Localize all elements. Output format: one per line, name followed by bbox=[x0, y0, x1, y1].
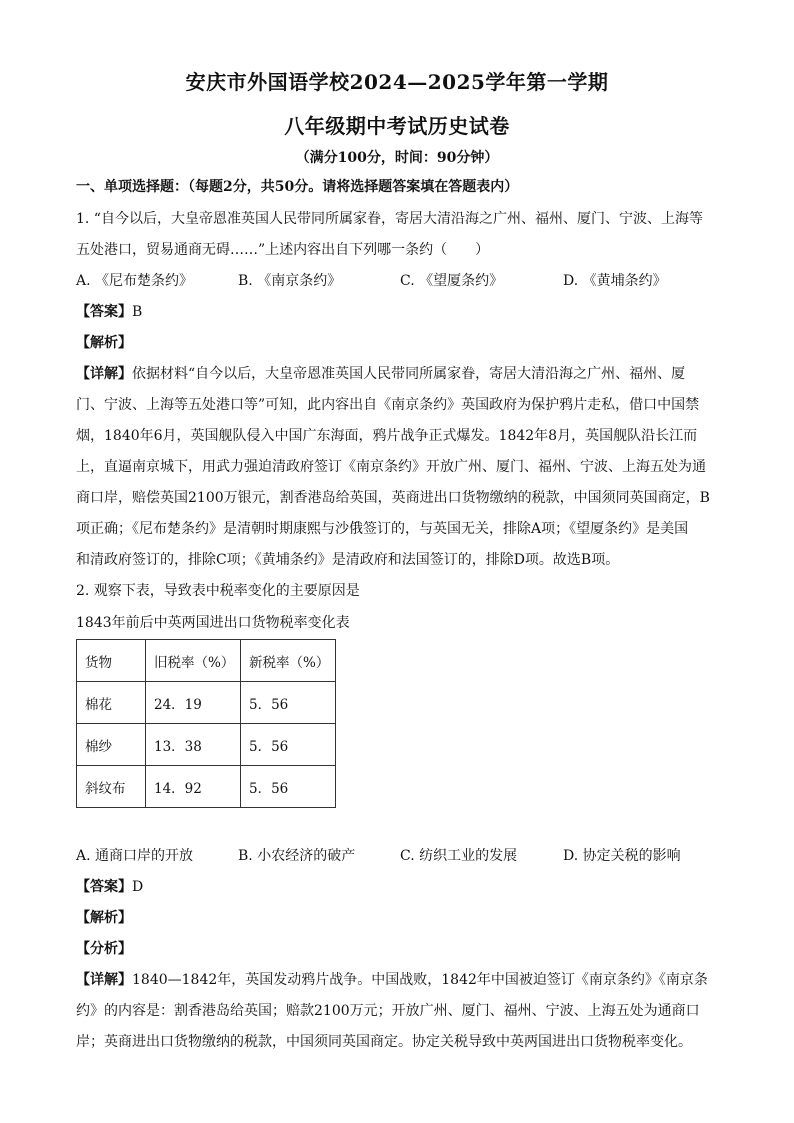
table-cell: 13．38 bbox=[146, 724, 241, 766]
table-cell: 24．19 bbox=[146, 682, 241, 724]
q1-answer-value: B bbox=[132, 304, 143, 320]
tax-rate-table bbox=[76, 639, 336, 808]
q2-option-c: C. 纺织工业的发展 bbox=[400, 848, 518, 864]
table-cell: 14．92 bbox=[146, 766, 241, 808]
q2-detail-line2: 约》的内容是：割香港岛给英国；赔款2100万元；开放广州、厦门、福州、宁波、上海五处为通商口 bbox=[76, 1003, 700, 1019]
table-row bbox=[77, 766, 336, 808]
q1-option-c: C. 《望厦条约》 bbox=[400, 273, 504, 289]
q1-stem-line2: 五处港口，贸易通商无碍……”上述内容出自下列哪一条约（ ） bbox=[76, 242, 490, 258]
q1-detail-line4: 上，直逼南京城下，用武力强迫清政府签订《南京条约》开放广州、厦门、福州、宁波、上海五处为通 bbox=[76, 459, 706, 475]
q1-answer bbox=[76, 302, 142, 322]
q2-detail-line3: 岸；英商进出口货物缴纳的税款，中国须同英国商定。协定关税导致中英两国进出口货物税率变化。 bbox=[76, 1034, 692, 1050]
q2-option-a: A. 通商口岸的开放 bbox=[76, 848, 194, 864]
section-heading: 一、单项选择题：（每题2分，共50分。请将选择题答案填在答题表内） bbox=[76, 179, 519, 195]
q1-detail-line5: 商口岸，赔偿英国2100万银元，割香港岛给英国，英商进出口货物缴纳的税款，中国须同英国商定，B bbox=[76, 490, 710, 506]
table-header-row bbox=[77, 640, 336, 682]
table-row bbox=[77, 724, 336, 766]
q2-option-d: D. 协定关税的影响 bbox=[563, 848, 681, 864]
q1-option-b: B. 《南京条约》 bbox=[238, 273, 342, 289]
q1-answer-tag: 【答案】 bbox=[76, 304, 132, 320]
q1-detail-line3: 烟，1840年6月，英国舰队侵入中国广东海面，鸦片战争正式爆发。1842年8月，英国舰队沿长江而 bbox=[76, 428, 698, 444]
table-cell: 棉花 bbox=[77, 682, 146, 724]
table-header-cell: 货物 bbox=[77, 640, 146, 682]
q2-table-title: 1843年前后中英两国进出口货物税率变化表 bbox=[76, 615, 350, 631]
q1-analysis-tag: 【解析】 bbox=[76, 335, 132, 351]
q1-option-a: A. 《尼布楚条约》 bbox=[76, 273, 194, 289]
table-header-cell: 旧税率（%） bbox=[146, 640, 241, 682]
q1-detail-line1 bbox=[76, 364, 685, 384]
table-cell: 棉纱 bbox=[77, 724, 146, 766]
q2-fenxi-tag: 【分析】 bbox=[76, 941, 132, 957]
table-cell: 5．56 bbox=[241, 682, 336, 724]
q1-detail-line7: 和清政府签订的，排除C项；《黄埔条约》是清政府和法国签订的，排除D项。故选B项。 bbox=[76, 552, 620, 568]
table-row bbox=[77, 682, 336, 724]
table-cell: 5．56 bbox=[241, 766, 336, 808]
table-header-cell: 新税率（%） bbox=[241, 640, 336, 682]
q1-detail-tag: 【详解】 bbox=[76, 366, 132, 382]
exam-subtitle: 八年级期中考试历史试卷 bbox=[284, 114, 510, 138]
q1-detail-text: 依据材料“自今以后，大皇帝恩准英国人民带同所属家眷，寄居大清沿海之广州、福州、厦 bbox=[132, 366, 686, 382]
q2-option-b: B. 小农经济的破产 bbox=[238, 848, 356, 864]
q2-detail-text: 1840—1842年，英国发动鸦片战争。中国战败，1842年中国被迫签订《南京条约》《南京条 bbox=[132, 972, 708, 988]
exam-title: 安庆市外国语学校2024—2025学年第一学期 bbox=[185, 70, 609, 94]
q2-detail-tag: 【详解】 bbox=[76, 972, 132, 988]
q2-answer-value: D bbox=[132, 879, 144, 895]
q2-stem: 2. 观察下表，导致表中税率变化的主要原因是 bbox=[76, 583, 360, 599]
table-cell: 斜纹布 bbox=[77, 766, 146, 808]
q1-option-d: D. 《黄埔条约》 bbox=[563, 273, 667, 289]
q2-answer bbox=[76, 877, 143, 897]
q1-stem-line1: 1. “自今以后，大皇帝恩准英国人民带同所属家眷，寄居大清沿海之广州、福州、厦门、宁波、上海等 bbox=[76, 211, 703, 227]
q1-detail-line6: 项正确；《尼布楚条约》是清朝时期康熙与沙俄签订的，与英国无关，排除A项；《望厦条约》是美国 bbox=[76, 521, 689, 537]
exam-meta: （满分100分，时间：90分钟） bbox=[295, 150, 499, 166]
q1-detail-line2: 门、宁波、上海等五处港口等”可知，此内容出自《南京条约》英国政府为保护鸦片走私，借口中国禁 bbox=[76, 397, 700, 413]
q2-answer-tag: 【答案】 bbox=[76, 879, 132, 895]
q2-detail-line1 bbox=[76, 970, 708, 990]
table-cell: 5．56 bbox=[241, 724, 336, 766]
q2-analysis-tag: 【解析】 bbox=[76, 910, 132, 926]
